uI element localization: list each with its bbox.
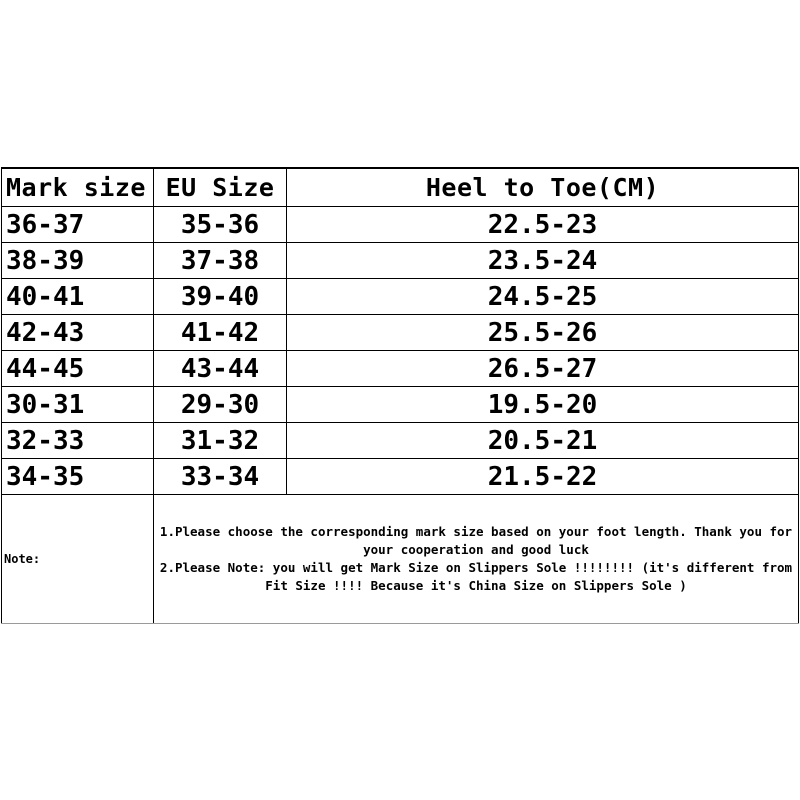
mark-size-cell: 34-35 bbox=[2, 459, 154, 495]
note-row bbox=[2, 495, 799, 624]
table-row bbox=[2, 315, 799, 351]
note-line-2: 2.Please Note: you will get Mark Size on Slippers Sole !!!!!!!! (it's different from Fit Size !!!! Because it's China Size on Slippers Sole ) bbox=[159, 560, 793, 593]
heel-to-toe-cell: 20.5-21 bbox=[287, 423, 799, 459]
note-line-1: 1.Please choose the corresponding mark size based on your foot length. Thank you for your cooperation and good luck bbox=[159, 524, 793, 557]
eu-size-cell: 29-30 bbox=[154, 387, 287, 423]
heel-to-toe-cell: 19.5-20 bbox=[287, 387, 799, 423]
eu-size-cell: 43-44 bbox=[154, 351, 287, 387]
eu-size-cell: 31-32 bbox=[154, 423, 287, 459]
mark-size-cell: 30-31 bbox=[2, 387, 154, 423]
mark-size-cell: 32-33 bbox=[2, 423, 154, 459]
table-row bbox=[2, 243, 799, 279]
eu-size-cell: 35-36 bbox=[154, 207, 287, 243]
heel-to-toe-cell: 21.5-22 bbox=[287, 459, 799, 495]
table-row bbox=[2, 207, 799, 243]
note-text bbox=[154, 495, 799, 624]
heel-to-toe-cell: 24.5-25 bbox=[287, 279, 799, 315]
eu-size-cell: 37-38 bbox=[154, 243, 287, 279]
note-label: Note: bbox=[2, 495, 154, 624]
mark-size-cell: 36-37 bbox=[2, 207, 154, 243]
header-heel-to-toe: Heel to Toe(CM) bbox=[287, 168, 799, 207]
table-row bbox=[2, 423, 799, 459]
heel-to-toe-cell: 26.5-27 bbox=[287, 351, 799, 387]
header-eu-size: EU Size bbox=[154, 168, 287, 207]
table-row bbox=[2, 459, 799, 495]
eu-size-cell: 41-42 bbox=[154, 315, 287, 351]
mark-size-cell: 40-41 bbox=[2, 279, 154, 315]
size-chart-table bbox=[1, 167, 799, 624]
header-row bbox=[2, 168, 799, 207]
table-row bbox=[2, 387, 799, 423]
heel-to-toe-cell: 25.5-26 bbox=[287, 315, 799, 351]
header-mark-size: Mark size bbox=[2, 168, 154, 207]
mark-size-cell: 44-45 bbox=[2, 351, 154, 387]
eu-size-cell: 39-40 bbox=[154, 279, 287, 315]
mark-size-cell: 38-39 bbox=[2, 243, 154, 279]
heel-to-toe-cell: 23.5-24 bbox=[287, 243, 799, 279]
heel-to-toe-cell: 22.5-23 bbox=[287, 207, 799, 243]
mark-size-cell: 42-43 bbox=[2, 315, 154, 351]
eu-size-cell: 33-34 bbox=[154, 459, 287, 495]
table-row bbox=[2, 351, 799, 387]
table-row bbox=[2, 279, 799, 315]
